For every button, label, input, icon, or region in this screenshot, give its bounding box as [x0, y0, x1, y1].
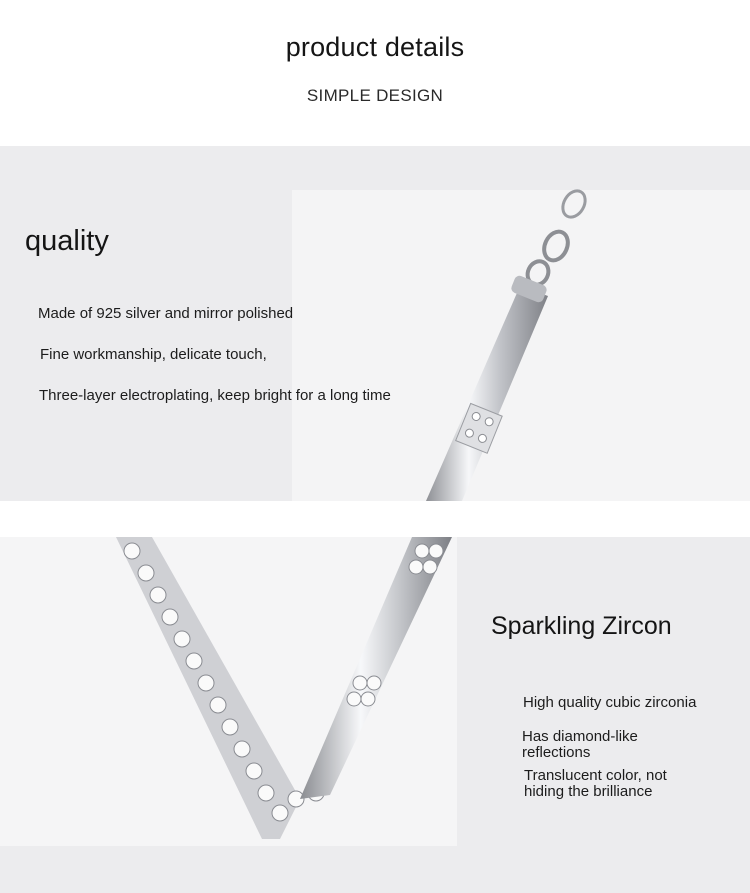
zircon-section — [0, 537, 750, 893]
zircon-title: Sparkling Zircon — [491, 612, 672, 640]
quality-item: Three-layer electroplating, keep bright for a long time — [39, 387, 391, 404]
page-title: product details — [285, 32, 465, 62]
pendant-bar-image — [0, 146, 750, 501]
pendant-v-image — [0, 537, 750, 893]
zircon-item: Has diamond-like reflections — [522, 728, 638, 761]
quality-section — [0, 146, 750, 501]
quality-title: quality — [25, 225, 109, 257]
zircon-item: Translucent color, not hiding the brilliance — [524, 767, 667, 800]
quality-item: Made of 925 silver and mirror polished — [38, 305, 294, 322]
quality-item: Fine workmanship, delicate touch, — [40, 346, 267, 363]
page-subtitle: SIMPLE DESIGN — [306, 86, 444, 105]
zircon-item: High quality cubic zirconia — [523, 694, 697, 711]
